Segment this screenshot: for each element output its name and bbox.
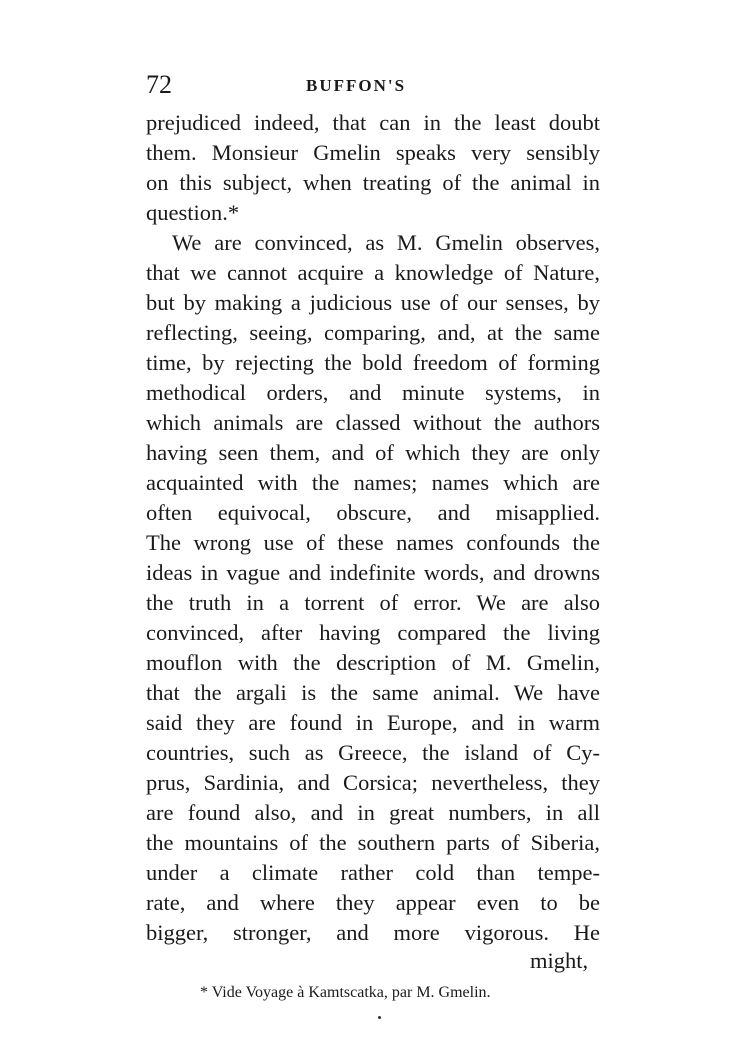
page-number: 72 [146, 70, 172, 99]
text-line: time, by rejecting the bold freedom of forming [146, 350, 600, 375]
text-line: ideas in vague and indefinite words, and drowns [146, 560, 600, 585]
text-line: prus, Sardinia, and Corsica; nevertheless, they [146, 770, 600, 795]
text-line: prejudiced indeed, that can in the least doubt [146, 110, 600, 135]
text-line: that we cannot acquire a knowledge of Nature, [146, 260, 600, 285]
body-text [146, 108, 600, 948]
text-line: The wrong use of these names confounds the [146, 530, 600, 555]
text-line: are found also, and in great numbers, in all [146, 800, 600, 825]
text-line: reflecting, seeing, comparing, and, at the same [146, 320, 600, 345]
text-line: but by making a judicious use of our senses, by [146, 290, 600, 315]
text-line: convinced, after having compared the living [146, 620, 600, 645]
text-line: countries, such as Greece, the island of Cy- [146, 740, 600, 765]
text-line: rate, and where they appear even to be [146, 890, 600, 915]
text-line: said they are found in Europe, and in warm [146, 710, 600, 735]
ink-speck [378, 1016, 381, 1019]
text-line: acquainted with the names; names which are [146, 470, 600, 495]
text-line: on this subject, when treating of the animal in [146, 170, 600, 195]
text-line: that the argali is the same animal. We have [146, 680, 600, 705]
text-line: the truth in a torrent of error. We are also [146, 590, 600, 615]
text-line: bigger, stronger, and more vigorous. He [146, 920, 600, 945]
text-line: question.* [146, 200, 240, 225]
text-line: mouflon with the description of M. Gmelin, [146, 650, 600, 675]
text-line: We are convinced, as M. Gmelin observes, [172, 230, 600, 255]
text-line: the mountains of the southern parts of Siberia, [146, 830, 600, 855]
text-line: methodical orders, and minute systems, in [146, 380, 600, 405]
footnote: * Vide Voyage à Kamtscatka, par M. Gmelin. [200, 984, 491, 1001]
text-line: having seen them, and of which they are only [146, 440, 600, 465]
catchword: might, [530, 948, 589, 973]
text-line: them. Monsieur Gmelin speaks very sensibly [146, 140, 600, 165]
text-line: often equivocal, obscure, and misapplied. [146, 500, 600, 525]
text-line: under a climate rather cold than tempe- [146, 860, 600, 885]
running-head: BUFFON'S [306, 76, 407, 95]
text-line: which animals are classed without the authors [146, 410, 600, 435]
